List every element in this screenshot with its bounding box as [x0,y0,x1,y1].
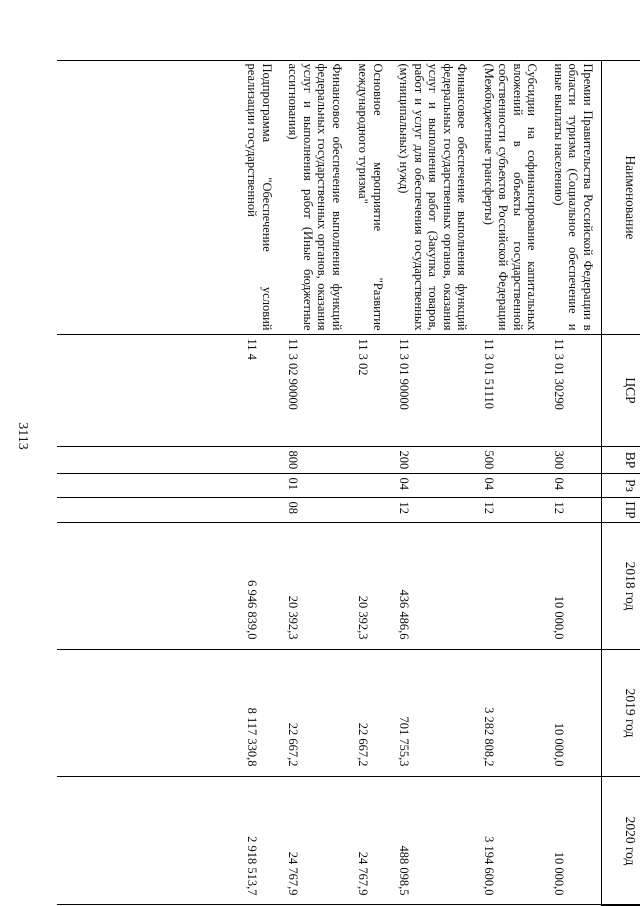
row-vr: 800 [280,447,350,474]
row-2018: 10 000,0 [546,523,602,650]
table-row [546,61,602,906]
row-2020: 24 767,9 [350,777,391,906]
table-header-row [602,61,640,906]
header-name: Наименование [602,61,640,335]
row-pr: 08 [280,498,350,523]
budget-table-container [57,60,640,905]
row-pr: 12 [476,498,546,523]
table-row [280,61,350,906]
row-csr: 11 3 01 30290 [546,335,602,447]
row-2020: 10 000,0 [546,777,602,906]
table-row [391,61,476,906]
row-2020: 3 194 600,0 [476,777,546,906]
row-csr: 11 3 02 90000 [280,335,350,447]
row-2019: 22 667,2 [350,650,391,777]
row-name: Субсидии на софинансирование капитальных вложений в объекты государственной собственности субъектов Российской Федерации (Межбюджетные трансферты) [476,61,546,335]
row-2018: 20 392,3 [280,523,350,650]
table-row [350,61,391,906]
row-2018: 20 392,3 [350,523,391,650]
row-name: Финансовое обеспечение выполнения функций федеральных государственных органов, оказания услуг и выполнения работ (Иные бюджетные ассигнования) [280,61,350,335]
header-vr: ВР [602,447,640,474]
header-pr: ПР [602,498,640,523]
row-rz: 04 [546,474,602,498]
header-rz: Рз [602,474,640,498]
column-line-2019 [57,776,640,777]
column-line-vr [57,473,640,474]
row-name: Финансовое обеспечение выполнения функций федеральных государственных органов, оказания услуг и выполнения работ (Закупка товаров, работ и услуг для обеспечения государственных (муниципальных) нужд) [391,61,476,335]
row-vr [350,447,391,474]
row-vr: 500 [476,447,546,474]
row-rz: 04 [476,474,546,498]
row-2018: 6 946 839,0 [239,523,280,650]
column-line-name [57,334,640,335]
row-2019: 3 282 808,2 [476,650,546,777]
row-2019: 8 117 330,8 [239,650,280,777]
row-rz [350,474,391,498]
row-name: Основное мероприятие "Развитие международного туризма" [350,61,391,335]
row-2018: 436 486,6 [391,523,476,650]
column-line-csr [57,446,640,447]
page-number: 3113 [12,414,32,458]
row-rz: 04 [391,474,476,498]
column-line-2018 [57,649,640,650]
row-csr: 11 3 01 90000 [391,335,476,447]
row-pr [350,498,391,523]
row-csr: 11 3 02 [350,335,391,447]
table-row [239,61,280,906]
column-line-left [57,60,640,61]
header-2020: 2020 год [602,777,640,906]
row-pr: 12 [391,498,476,523]
column-line-pr [57,522,640,523]
row-2019: 10 000,0 [546,650,602,777]
row-2020: 488 098,5 [391,777,476,906]
row-rz: 01 [280,474,350,498]
row-pr [239,498,280,523]
row-csr: 11 4 [239,335,280,447]
row-name: Подпрограмма "Обеспечение условий реализации государственной [239,61,280,335]
row-2020: 24 767,9 [280,777,350,906]
row-rz [239,474,280,498]
row-csr: 11 3 01 51110 [476,335,546,447]
row-name: Премии Правительства Российской Федерации в области туризма (Социальное обеспечение и иные выплаты населению) [546,61,602,335]
row-2019: 701 755,3 [391,650,476,777]
table-row [476,61,546,906]
row-vr [239,447,280,474]
row-2018 [476,523,546,650]
row-2019: 22 667,2 [280,650,350,777]
rotated-page [57,60,640,905]
header-2019: 2019 год [602,650,640,777]
row-vr: 300 [546,447,602,474]
budget-table [239,60,640,906]
header-2018: 2018 год [602,523,640,650]
column-line-rz [57,497,640,498]
row-2020: 2 918 513,7 [239,777,280,906]
row-vr: 200 [391,447,476,474]
row-pr: 12 [546,498,602,523]
header-csr: ЦСР [602,335,640,447]
